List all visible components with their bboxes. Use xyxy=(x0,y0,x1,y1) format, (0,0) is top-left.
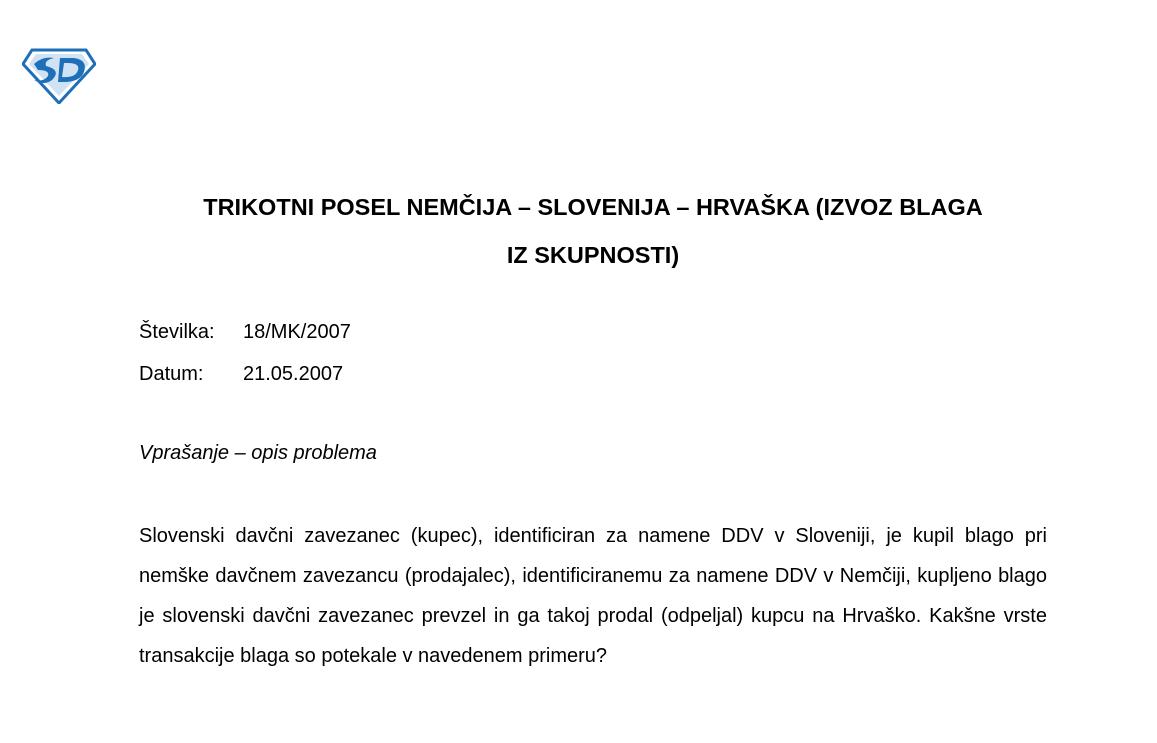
diamond-shield-logo-icon xyxy=(22,48,96,104)
document-title-line-1: TRIKOTNI POSEL NEMČIJA – SLOVENIJA – HRVAŠKA (IZVOZ BLAGA xyxy=(203,194,983,220)
document-meta xyxy=(139,318,351,402)
number-row xyxy=(139,318,351,360)
number-label: Številka: xyxy=(139,321,215,343)
question-heading: Vprašanje – opis problema xyxy=(139,442,377,464)
date-value: 21.05.2007 xyxy=(243,363,344,385)
date-label: Datum: xyxy=(139,363,204,385)
date-row xyxy=(139,360,351,402)
document-title xyxy=(139,183,1047,279)
question-paragraph: Slovenski davčni zavezanec (kupec), identificiran za namene DDV v Sloveniji, je kupil blago pri nemške davčnem zavezancu (prodajalec), identificiranemu za namene DDV v Nemčiji, kupljeno blago je slovenski davčni zavezanec prevzel in ga takoj prodal (odpeljal) kupcu na Hrvaško. Kakšne vrste transakcije blaga so potekale v navedenem primeru? xyxy=(139,525,1047,667)
number-value: 18/MK/2007 xyxy=(243,321,351,343)
document-title-line-2: IZ SKUPNOSTI) xyxy=(506,242,680,268)
